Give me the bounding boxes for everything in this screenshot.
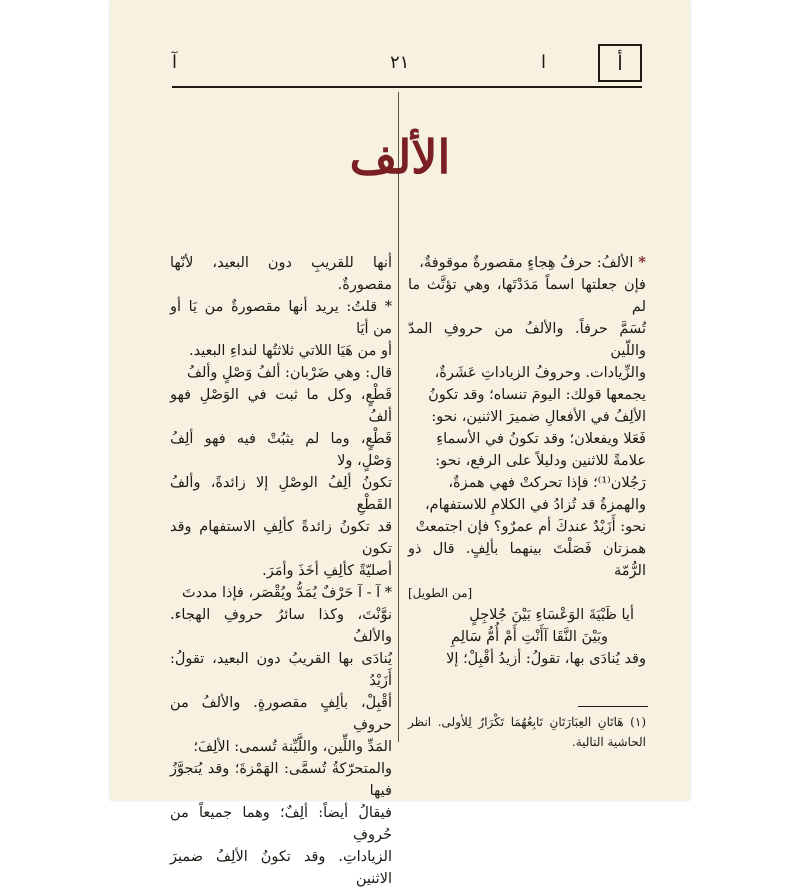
text-line: تُسَمَّ حرفاً. والألفُ من حروفِ المدّ واللّين: [408, 321, 646, 359]
text-line: نوَّنْتَ، وكذا سائرُ حروفِ الهجاء. والألفُ: [170, 607, 392, 645]
text-line: يجمعها قولك: اليومَ تنساه؛ وقد تكونُ: [428, 387, 646, 403]
text-line: والمتحرّكةُ تُسمَّى: الهَمْزةَ؛ وقد يُتجوَّزُ فيها: [170, 761, 392, 799]
text-line: * قلتُ: يريد أنها مقصورةٌ من يَا أو من أيَا: [170, 299, 392, 337]
text-line: أقْبِلْ، بألِفٍ مقصورةٍ. والألفُ من حروفِ: [170, 695, 392, 733]
text-line: نحو: أَزَيْدٌ عندكَ أم عمرٌو؟ فإن اجتمعتْ: [415, 519, 646, 535]
text-line: قد تكونُ زائدةً كألِفِ الاستفهام وقد تكون: [170, 519, 392, 557]
text-line: أنها للقريبِ دون البعيد، لأنّها مقصورةٌ.: [170, 255, 392, 293]
left-column: [170, 252, 392, 890]
page-number: ٢١: [390, 52, 410, 73]
section-letter-box: أ: [598, 44, 642, 82]
verse-line: وبَيْنَ النَّقَا آأَنْتِ أَمْ أُمُّ سَالِمِ: [450, 629, 608, 645]
text-line: * الألفُ: حرفُ هِجاءٍ مقصورةٌ موقوفةٌ،: [419, 254, 646, 271]
footnote: (١) هَاتَانِ العِبَارَتَانِ تَابِعُهُمَا تَكْرَارٌ لِلأولى. انظر الحاشية التالية.: [408, 715, 646, 749]
text-line: أصليّةً كألِفِ أخَذَ وأمَرَ.: [262, 563, 392, 579]
text-line: تكونُ ألِفُ الوصْلِ إلا زائدةً، وألفُ القَطْعِ: [170, 475, 392, 513]
column-divider: [398, 92, 399, 742]
text-line: والهمزةُ قد تُزادُ في الكلامِ للاستفهام،: [424, 497, 646, 513]
right-column: [408, 252, 646, 670]
text-line: همزتان فَصَلْتَ بينهما بألِفٍ. قال ذو الرُّمّة: [408, 541, 646, 579]
text-line: أو من هَيَا اللاتي ثلاثتُها لنداءِ البعيد.: [188, 343, 392, 359]
text-line: الألِفُ في الأفعالِ ضميرَ الاثنين، نحو:: [431, 409, 646, 425]
text-line: * آ - آ حَرْفٌ يُمَدُّ ويُقْصَر، فإذا مددتَ: [181, 585, 392, 601]
text-line: وقد يُنادَى بها، تقولُ: أزيدُ أقْبِلْ؛ إلا: [446, 651, 646, 667]
page-header: [172, 44, 642, 88]
text-line: فَعَلا ويفعلان؛ وقد تكونُ في الأسماءِ: [436, 431, 646, 447]
entry-marker: *: [633, 254, 646, 271]
text-line: رَجُلان⁽¹⁾؛ فإذا تحركتْ فهي همزةٌ،: [448, 475, 646, 491]
entry-title: الألف: [349, 130, 451, 184]
poetic-meter-label: [من الطويل]: [408, 586, 473, 600]
text-line: علامةً للاثنين ودليلاً على الرفع، نحو:: [435, 453, 646, 469]
text-line: قال: وهي ضَرْبان: ألفُ وَصْلٍ وألفُ: [186, 365, 392, 381]
first-headword: ا: [540, 52, 546, 73]
verse-line: أيا ظَبْيَةَ الوَعْسَاءِ بَيْنَ جُلاجِلٍ: [469, 607, 634, 623]
text-line: الزياداتِ. وقد تكونُ الألِفُ ضميرَ الاثنين: [170, 849, 392, 887]
last-headword: آ: [172, 52, 178, 73]
dictionary-page: [110, 0, 690, 887]
text-line: فإن جعلتها اسماً مَدَدْتَها، وهي تؤنَّث ما لم: [408, 277, 646, 315]
text-line: فيقالُ أيضاً: ألِفٌ؛ وهما جميعاً من حُروفِ: [170, 805, 392, 843]
header-rule: [172, 86, 642, 88]
footnote-rule: [578, 706, 648, 707]
text-line: قَطْعٍ، وكل ما ثبت في الوَصْلِ فهو ألفُ: [170, 387, 392, 425]
text-line: يُنادَى بها القريبُ دون البعيد، تقولُ: أَزَيْدُ: [170, 651, 392, 689]
text-line: والزِّيادات. وحروفُ الزياداتِ عَشَرةٌ،: [434, 365, 646, 381]
text-line: قَطْعٍ، وما لم يثبُتْ فيه فهو ألِفُ وَصْلٍ، ولا: [170, 431, 392, 469]
text-line: المَدِّ واللِّين، واللَّيِّنة تُسمى: الألِفَ؛: [193, 739, 392, 755]
